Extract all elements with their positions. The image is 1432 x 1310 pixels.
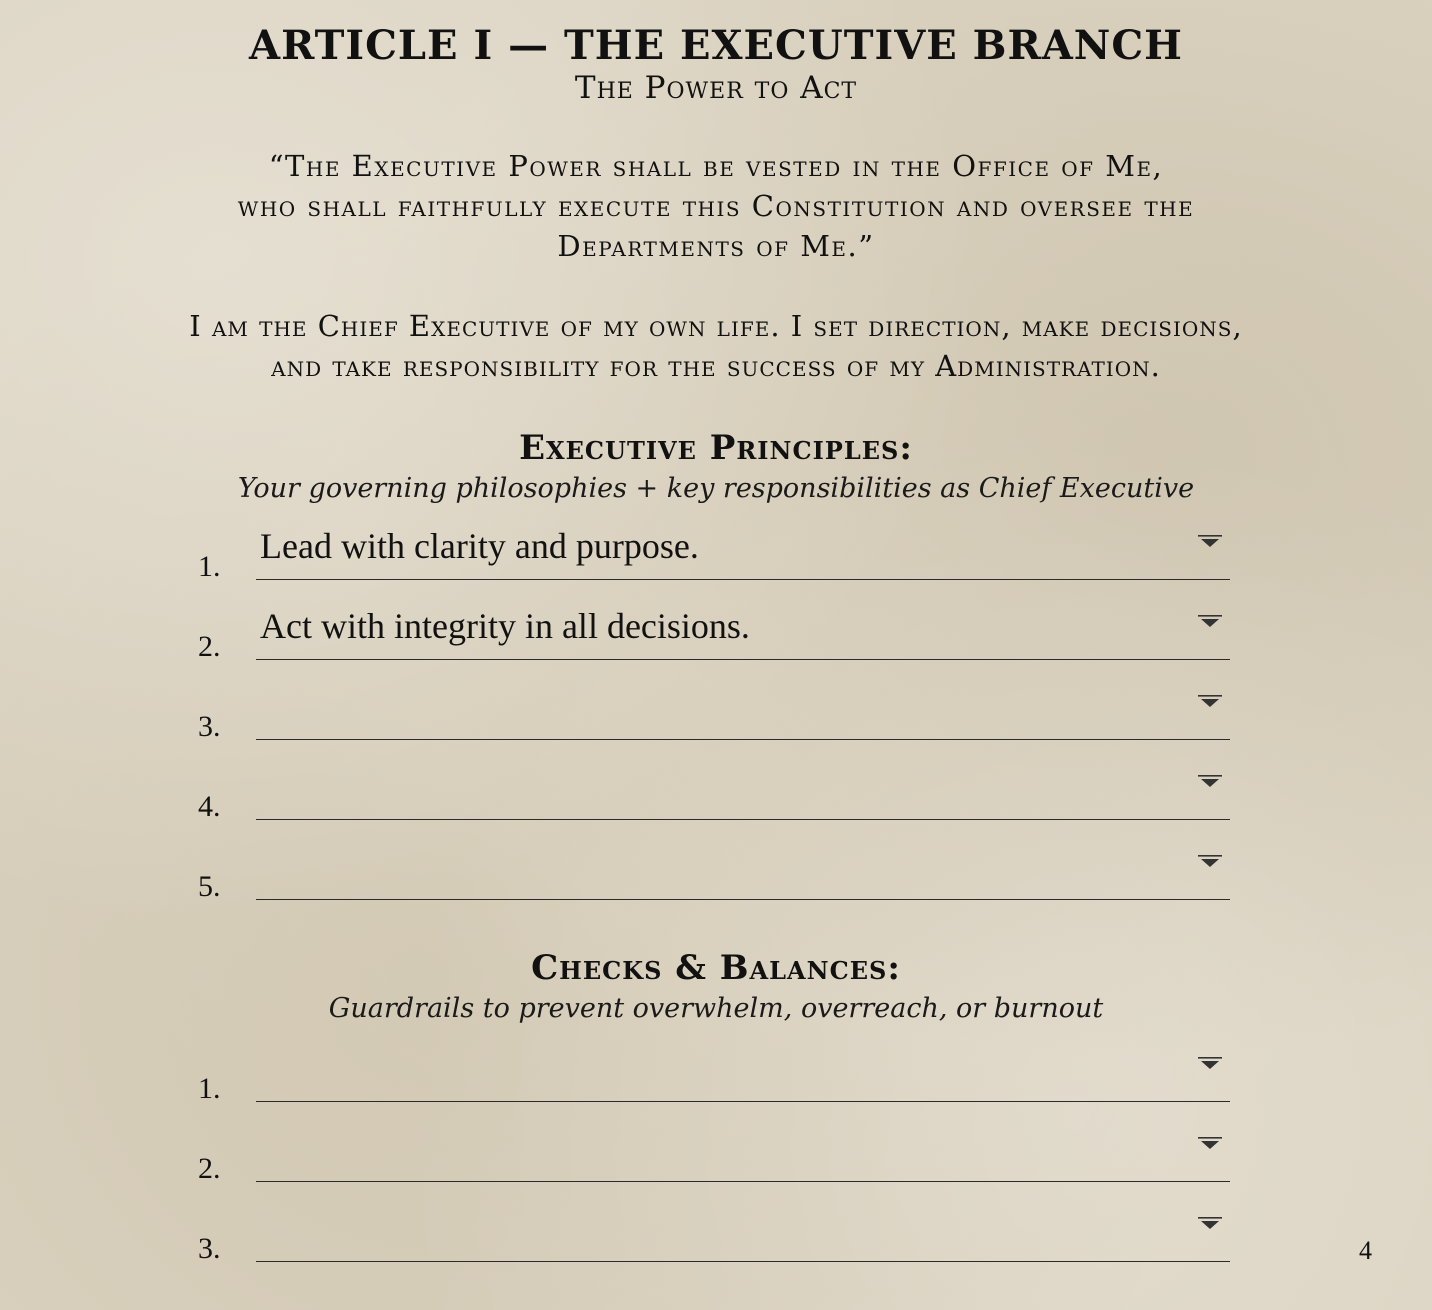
- principle-row-2: [190, 602, 1240, 664]
- checks-balances-subheading: Guardrails to prevent overwhelm, overreach, or burnout: [328, 993, 1104, 1024]
- dropdown-arrow-icon[interactable]: [1198, 1056, 1222, 1070]
- check-row-2: [190, 1124, 1240, 1186]
- principle-row-4: [190, 762, 1240, 824]
- executive-principles-subheading: Your governing philosophies + key responsibilities as Chief Executive: [237, 473, 1195, 504]
- page-subtitle: The Power to Act: [574, 70, 858, 106]
- check-row-1: [190, 1044, 1240, 1106]
- principle-number: 1.: [198, 550, 221, 583]
- dropdown-arrow-icon[interactable]: [1198, 614, 1222, 628]
- principle-row-5: [190, 842, 1240, 904]
- dropdown-arrow-icon[interactable]: [1198, 854, 1222, 868]
- statement-line-1: I am the Chief Executive of my own life. I set direction, make decisions,: [189, 309, 1243, 343]
- executive-statement: [0, 306, 1432, 386]
- quote-line-3: Departments of Me.”: [557, 229, 875, 263]
- check-number: 1.: [198, 1072, 221, 1105]
- principle-number: 2.: [198, 630, 221, 663]
- dropdown-arrow-icon[interactable]: [1198, 774, 1222, 788]
- principle-row-3: [190, 682, 1240, 744]
- principle-field-1[interactable]: [256, 524, 1230, 580]
- page-number: 4: [1359, 1236, 1372, 1265]
- page-title: ARTICLE I — THE EXECUTIVE BRANCH: [249, 22, 1183, 69]
- quote-line-1: “The Executive Power shall be vested in the Office of Me,: [268, 149, 1164, 183]
- statement-line-2: and take responsibility for the success of my Administration.: [271, 349, 1161, 383]
- check-row-3: [190, 1204, 1240, 1266]
- principle-number: 3.: [198, 710, 221, 743]
- principle-field-5[interactable]: [256, 844, 1230, 900]
- quote-line-2: who shall faithfully execute this Constitution and oversee the: [237, 189, 1195, 223]
- constitution-quote: [0, 146, 1432, 266]
- check-field-2[interactable]: [256, 1126, 1230, 1182]
- dropdown-arrow-icon[interactable]: [1198, 1216, 1222, 1230]
- check-number: 2.: [198, 1152, 221, 1185]
- principle-row-1: [190, 522, 1240, 584]
- principle-field-2[interactable]: [256, 604, 1230, 660]
- principle-value[interactable]: Act with integrity in all decisions.: [260, 606, 750, 646]
- check-field-3[interactable]: [256, 1206, 1230, 1262]
- dropdown-arrow-icon[interactable]: [1198, 694, 1222, 708]
- dropdown-arrow-icon[interactable]: [1198, 1136, 1222, 1150]
- checks-balances-heading: Checks & Balances:: [531, 948, 901, 988]
- principle-number: 5.: [198, 870, 221, 903]
- principle-field-4[interactable]: [256, 764, 1230, 820]
- principle-value[interactable]: Lead with clarity and purpose.: [260, 526, 699, 566]
- principle-field-3[interactable]: [256, 684, 1230, 740]
- executive-principles-heading: Executive Principles:: [519, 428, 913, 468]
- check-field-1[interactable]: [256, 1046, 1230, 1102]
- check-number: 3.: [198, 1232, 221, 1265]
- dropdown-arrow-icon[interactable]: [1198, 534, 1222, 548]
- principle-number: 4.: [198, 790, 221, 823]
